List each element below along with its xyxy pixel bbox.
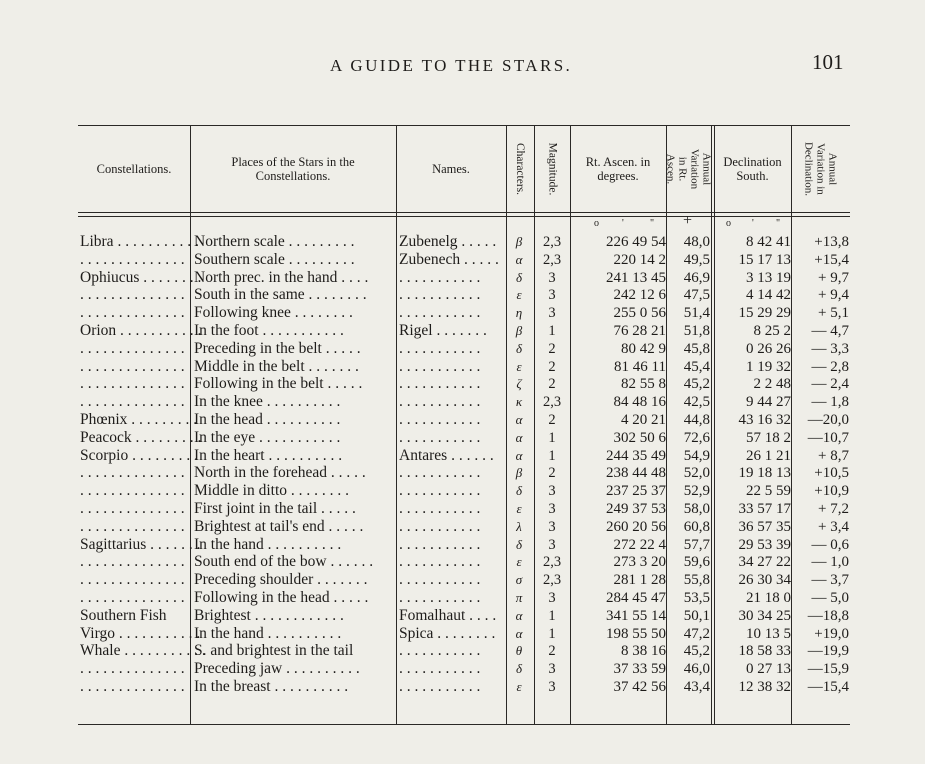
ra-variation-cell: 47,2 [683, 625, 710, 642]
constellation-cell: . . . . . . . . . . . . . . [80, 286, 185, 304]
declination-cell: 0 27 13 [746, 661, 791, 678]
magnitude-cell: 3 [548, 269, 556, 286]
right-ascension-cell: 281 1 28 [613, 572, 666, 589]
table-row [78, 411, 850, 429]
place-cell: North prec. in the hand . . . . [194, 268, 369, 286]
dec-variation-cell: — 3,7 [811, 572, 849, 589]
dec-variation-cell: — 3,3 [811, 340, 849, 357]
place-cell: In the foot . . . . . . . . . . . [194, 322, 344, 339]
character-cell: α [515, 251, 523, 267]
right-ascension-cell: 272 22 4 [613, 536, 666, 553]
place-cell: Brightest at tail's end . . . . . [194, 517, 364, 535]
star-name-cell: . . . . . . . . . . . [399, 357, 481, 375]
table-row [78, 464, 850, 482]
ra-variation-cell: 52,0 [683, 465, 710, 482]
header-characters: Characters. [514, 142, 527, 196]
star-name-cell: . . . . . . . . . . . [399, 660, 481, 678]
dec-variation-cell: — 5,0 [811, 590, 849, 606]
place-cell: In the eye . . . . . . . . . . . [194, 428, 341, 446]
right-ascension-cell: 241 13 45 [606, 269, 666, 286]
character-cell: δ [515, 483, 523, 499]
page-header [0, 48, 925, 78]
constellation-cell: Phœnix . . . . . . . . . [80, 411, 198, 428]
character-cell: σ [515, 572, 523, 588]
right-ascension-cell: 37 33 59 [613, 661, 666, 678]
star-name-cell: . . . . . . . . . . . [399, 428, 481, 446]
star-name-cell: Fomalhaut . . . . [399, 606, 497, 624]
character-cell: δ [515, 340, 523, 356]
constellation-cell: Orion . . . . . . . . . . . [80, 322, 202, 339]
table-row [78, 233, 850, 251]
right-ascension-cell: 238 44 48 [606, 465, 666, 482]
place-cell: In the hand . . . . . . . . . . [194, 624, 342, 642]
ra-variation-cell: 44,8 [683, 412, 710, 428]
ra-variation-cell: 46,9 [683, 269, 710, 286]
page-number: 101 [812, 50, 844, 74]
constellation-cell: Scorpio . . . . . . . . . [80, 446, 198, 464]
dec-variation-cell: —18,8 [807, 607, 849, 624]
dec-variation-cell: +10,5 [814, 465, 849, 482]
declination-cell: 15 17 13 [738, 251, 791, 268]
declination-cell: 2 2 48 [753, 376, 791, 393]
right-ascension-cell: 37 42 56 [613, 679, 666, 695]
ra-variation-cell: 42,5 [683, 394, 710, 411]
star-name-cell: . . . . . . . . . . . [399, 339, 481, 357]
ra-variation-cell: 52,9 [683, 483, 710, 500]
character-cell: ε [516, 501, 522, 516]
star-name-cell: . . . . . . . . . . . [399, 393, 481, 411]
right-ascension-cell: 4 20 21 [621, 412, 666, 428]
dec-variation-cell: — 0,6 [811, 536, 849, 553]
right-ascension-cell: 273 3 20 [613, 554, 666, 571]
declination-cell: 19 18 13 [738, 465, 791, 482]
place-cell: South end of the bow . . . . . . [194, 553, 374, 571]
character-cell: η [515, 305, 523, 321]
declination-cell: 26 1 21 [746, 447, 791, 464]
declination-cell: 3 13 19 [746, 269, 791, 286]
character-cell: β [515, 465, 523, 481]
star-name-cell: . . . . . . . . . . . [399, 642, 481, 660]
star-name-cell: Spica . . . . . . . . [399, 624, 496, 642]
magnitude-cell: 3 [548, 590, 556, 606]
place-cell: South in the same . . . . . . . . [194, 286, 367, 304]
constellation-cell: . . . . . . . . . . . . . . [80, 304, 185, 322]
place-cell: Following knee . . . . . . . . [194, 304, 353, 322]
declination-cell: 21 18 0 [746, 590, 791, 606]
right-ascension-cell: 302 50 6 [613, 429, 666, 446]
character-cell: π [515, 590, 523, 605]
declination-cell: 30 34 25 [738, 607, 791, 624]
magnitude-cell: 3 [548, 483, 556, 500]
ra-variation-cell: 72,6 [683, 429, 710, 446]
table-row [78, 625, 850, 643]
magnitude-cell: 3 [548, 501, 556, 517]
constellation-cell: Ophiucus . . . . . . . . [80, 268, 202, 286]
declination-cell: 18 58 33 [738, 643, 791, 660]
character-cell: β [515, 234, 523, 249]
place-cell: Southern scale . . . . . . . . . [194, 250, 355, 268]
constellation-cell: Sagittarius . . . . . . . [80, 535, 201, 553]
dec-variation-cell: + 9,7 [818, 269, 849, 286]
declination-cell: 43 16 32 [738, 412, 791, 428]
dec-variation-cell: —20,0 [807, 412, 849, 428]
magnitude-cell: 1 [548, 447, 556, 464]
table-row [78, 286, 850, 304]
header-places: Places of the Stars in the Constellations. [231, 155, 355, 183]
ra-variation-cell: 47,5 [683, 287, 710, 304]
magnitude-cell: 2 [548, 412, 556, 428]
ra-variation-cell: 45,2 [683, 376, 710, 393]
magnitude-cell: 2 [548, 376, 556, 393]
constellation-cell: . . . . . . . . . . . . . . [80, 500, 185, 517]
ra-variation-cell: 60,8 [683, 518, 710, 535]
magnitude-cell: 3 [548, 287, 556, 304]
table-row [78, 518, 850, 536]
right-ascension-cell: 244 35 49 [606, 447, 666, 464]
ra-variation-cell: 54,9 [683, 447, 710, 464]
ra-variation-cell: 53,5 [683, 590, 710, 606]
right-ascension-cell: 260 20 56 [606, 518, 666, 535]
right-ascension-cell: 8 38 16 [621, 643, 666, 660]
unit-ra-degrees: o [594, 218, 599, 229]
dec-variation-cell: + 7,2 [818, 501, 849, 517]
place-cell: Preceding jaw . . . . . . . . . . [194, 660, 360, 678]
right-ascension-cell: 249 37 53 [606, 501, 666, 517]
declination-cell: 29 53 39 [738, 536, 791, 553]
ra-variation-cell: 45,8 [683, 340, 710, 357]
dec-variation-cell: —15,9 [807, 661, 849, 678]
constellation-cell: . . . . . . . . . . . . . . [80, 464, 185, 482]
constellation-cell: Whale . . . . . . . . . . . [80, 642, 206, 660]
table-row [78, 304, 850, 322]
dec-variation-cell: + 8,7 [818, 447, 849, 464]
constellation-cell: Virgo . . . . . . . . . . . [80, 624, 201, 642]
place-cell: Brightest . . . . . . . . . . . . [194, 606, 344, 624]
table-row [78, 536, 850, 554]
unit-ra-minutes: ' [622, 218, 624, 229]
constellation-cell: . . . . . . . . . . . . . . [80, 339, 185, 357]
dec-variation-cell: — 1,0 [811, 554, 849, 571]
table-row [78, 553, 850, 571]
place-cell: In the heart . . . . . . . . . . [194, 446, 343, 464]
magnitude-cell: 2,3 [542, 554, 562, 571]
declination-cell: 34 27 22 [738, 554, 791, 571]
constellation-cell: . . . . . . . . . . . . . . [80, 678, 185, 695]
right-ascension-cell: 82 55 8 [621, 376, 666, 393]
constellation-cell: Southern Fish [80, 606, 167, 624]
star-name-cell: Zubenelg . . . . . [399, 233, 497, 250]
right-ascension-cell: 84 48 16 [613, 394, 666, 411]
magnitude-cell: 3 [548, 518, 556, 535]
right-ascension-cell: 220 14 2 [613, 251, 666, 268]
star-name-cell: . . . . . . . . . . . [399, 500, 481, 517]
character-cell: θ [515, 643, 523, 659]
table-row [78, 393, 850, 411]
right-ascension-cell: 255 0 56 [613, 305, 666, 322]
constellation-cell: . . . . . . . . . . . . . . [80, 357, 185, 375]
magnitude-cell: 3 [548, 305, 556, 322]
ra-variation-cell: 51,8 [683, 323, 710, 339]
ra-variation-cell: 46,0 [683, 661, 710, 678]
dec-variation-cell: + 9,4 [818, 287, 849, 304]
star-name-cell: . . . . . . . . . . . [399, 304, 481, 322]
table-row [78, 589, 850, 607]
header-names: Names. [432, 162, 470, 176]
unit-dec-seconds: " [776, 218, 781, 229]
character-cell: α [515, 412, 523, 427]
star-name-cell: . . . . . . . . . . . [399, 553, 481, 571]
unit-ra-variation-sign: + [683, 212, 693, 229]
place-cell: In the hand . . . . . . . . . . [194, 535, 342, 553]
star-name-cell: Zubenech . . . . . [399, 250, 499, 268]
dec-variation-cell: —15,4 [807, 679, 849, 695]
table-row [78, 322, 850, 340]
place-cell: Preceding shoulder . . . . . . . [194, 571, 368, 589]
table-row [78, 500, 850, 518]
magnitude-cell: 2,3 [542, 394, 562, 411]
table-row [78, 571, 850, 589]
magnitude-cell: 2 [548, 340, 556, 357]
right-ascension-cell: 80 42 9 [621, 340, 666, 357]
magnitude-cell: 3 [548, 661, 556, 678]
dec-variation-cell: — 2,8 [811, 358, 849, 375]
table-row [78, 678, 850, 696]
ra-variation-cell: 59,6 [683, 554, 710, 571]
declination-cell: 10 13 5 [746, 625, 791, 642]
constellation-cell: Peacock . . . . . . . . . [80, 428, 202, 446]
declination-cell: 57 18 2 [746, 429, 791, 446]
constellation-cell: . . . . . . . . . . . . . . [80, 393, 185, 411]
star-name-cell: . . . . . . . . . . . [399, 286, 481, 304]
table-row [78, 642, 850, 660]
unit-dec-minutes: ' [752, 218, 754, 229]
magnitude-cell: 2,3 [542, 251, 562, 268]
character-cell: α [515, 447, 523, 463]
table-row [78, 269, 850, 287]
ra-variation-cell: 45,4 [683, 358, 710, 375]
right-ascension-cell: 76 28 21 [613, 323, 666, 339]
declination-cell: 8 42 41 [746, 234, 791, 250]
character-cell: ε [516, 287, 522, 303]
ra-variation-cell: 57,7 [683, 536, 710, 553]
dec-variation-cell: + 5,1 [818, 305, 849, 322]
place-cell: Preceding in the belt . . . . . [194, 339, 361, 357]
place-cell: S. and brightest in the tail [194, 642, 354, 660]
table-row [78, 251, 850, 269]
header-magnitude: Magnitude. [546, 142, 559, 196]
unit-dec-degrees: o [726, 218, 731, 229]
table-row [78, 340, 850, 358]
unit-ra-seconds: " [650, 218, 655, 229]
character-cell: κ [515, 394, 523, 410]
star-name-cell: . . . . . . . . . . . [399, 517, 481, 535]
declination-cell: 15 29 29 [738, 305, 791, 322]
ra-variation-cell: 48,0 [683, 234, 710, 250]
star-name-cell: Antares . . . . . . [399, 446, 494, 464]
header-declination: Declination South. [723, 155, 782, 183]
header-constellations: Constellations. [96, 162, 172, 176]
declination-cell: 0 26 26 [746, 340, 791, 357]
dec-variation-cell: +19,0 [814, 625, 849, 642]
character-cell: α [515, 607, 523, 623]
star-table [78, 125, 850, 725]
magnitude-cell: 3 [548, 536, 556, 553]
dec-variation-cell: — 2,4 [811, 376, 849, 393]
table-row [78, 375, 850, 393]
magnitude-cell: 1 [548, 429, 556, 446]
place-cell: Middle in the belt . . . . . . . [194, 357, 359, 375]
place-cell: Middle in ditto . . . . . . . . [194, 482, 349, 500]
star-name-cell: Rigel . . . . . . . [399, 322, 487, 339]
place-cell: Following in the belt . . . . . [194, 375, 363, 393]
character-cell: δ [515, 269, 523, 285]
ra-variation-cell: 55,8 [683, 572, 710, 589]
header-dec-variation: Annual Variation in Declination. [802, 141, 839, 197]
table-row [78, 482, 850, 500]
constellation-cell: . . . . . . . . . . . . . . [80, 553, 185, 571]
magnitude-cell: 1 [548, 607, 556, 624]
right-ascension-cell: 242 12 6 [613, 287, 666, 304]
magnitude-cell: 3 [548, 679, 556, 695]
star-name-cell: . . . . . . . . . . . [399, 589, 481, 606]
place-cell: First joint in the tail . . . . . [194, 500, 356, 517]
character-cell: α [515, 625, 523, 641]
declination-cell: 1 19 32 [746, 358, 791, 375]
ra-variation-cell: 43,4 [683, 679, 710, 695]
magnitude-cell: 2,3 [542, 234, 562, 250]
star-name-cell: . . . . . . . . . . . [399, 678, 481, 695]
header-ra-variation: Annual Variation in Rt. Ascen. [664, 148, 713, 190]
star-name-cell: . . . . . . . . . . . [399, 571, 481, 589]
character-cell: β [515, 323, 523, 338]
declination-cell: 4 14 42 [746, 287, 791, 304]
constellation-cell: . . . . . . . . . . . . . . [80, 375, 185, 393]
dec-variation-cell: +13,8 [814, 234, 849, 250]
constellation-cell: . . . . . . . . . . . . . . [80, 589, 185, 606]
constellation-cell: . . . . . . . . . . . . . . [80, 250, 185, 268]
right-ascension-cell: 226 49 54 [606, 234, 666, 250]
header-right-ascension: Rt. Ascen. in degrees. [585, 155, 651, 183]
table-row [78, 607, 850, 625]
ra-variation-cell: 50,1 [683, 607, 710, 624]
star-name-cell: . . . . . . . . . . . [399, 482, 481, 500]
place-cell: Northern scale . . . . . . . . . [194, 233, 355, 250]
character-cell: ζ [516, 376, 522, 392]
place-cell: In the knee . . . . . . . . . . [194, 393, 341, 411]
dec-variation-cell: —19,9 [807, 643, 849, 660]
right-ascension-cell: 81 46 11 [614, 358, 666, 375]
dec-variation-cell: +10,9 [814, 483, 849, 500]
constellation-cell: . . . . . . . . . . . . . . [80, 571, 185, 589]
star-name-cell: . . . . . . . . . . . [399, 411, 481, 428]
declination-cell: 9 44 27 [746, 394, 791, 411]
star-name-cell: . . . . . . . . . . . [399, 375, 481, 393]
character-cell: α [515, 429, 523, 445]
constellation-cell: . . . . . . . . . . . . . . [80, 517, 185, 535]
dec-variation-cell: +15,4 [814, 251, 849, 268]
table-row [78, 660, 850, 678]
dec-variation-cell: + 3,4 [818, 518, 849, 535]
magnitude-cell: 2 [548, 643, 556, 660]
ra-variation-cell: 51,4 [683, 305, 710, 322]
dec-variation-cell: — 4,7 [811, 323, 849, 339]
header-rule [78, 216, 850, 217]
right-ascension-cell: 284 45 47 [606, 590, 666, 606]
ra-variation-cell: 45,2 [683, 643, 710, 660]
right-ascension-cell: 237 25 37 [606, 483, 666, 500]
star-name-cell: . . . . . . . . . . . [399, 535, 481, 553]
place-cell: North in the forehead . . . . . [194, 464, 366, 482]
running-title: A GUIDE TO THE STARS. [330, 56, 573, 75]
magnitude-cell: 1 [548, 625, 556, 642]
ra-variation-cell: 58,0 [683, 501, 710, 517]
constellation-cell: Libra . . . . . . . . . . . [80, 233, 199, 250]
star-name-cell: . . . . . . . . . . . [399, 268, 481, 286]
declination-cell: 36 57 35 [738, 518, 791, 535]
right-ascension-cell: 198 55 50 [606, 625, 666, 642]
header-rule [78, 212, 850, 213]
character-cell: ε [516, 358, 522, 374]
magnitude-cell: 2 [548, 358, 556, 375]
constellation-cell: . . . . . . . . . . . . . . [80, 660, 185, 678]
character-cell: ε [516, 679, 522, 694]
character-cell: λ [516, 518, 522, 534]
declination-cell: 8 25 2 [753, 323, 791, 339]
table-row [78, 358, 850, 376]
character-cell: ε [516, 554, 522, 570]
character-cell: δ [515, 536, 523, 552]
ra-variation-cell: 49,5 [683, 251, 710, 268]
magnitude-cell: 2,3 [542, 572, 562, 589]
character-cell: δ [515, 661, 523, 677]
star-name-cell: . . . . . . . . . . . [399, 464, 481, 482]
constellation-cell: . . . . . . . . . . . . . . [80, 482, 185, 500]
dec-variation-cell: — 1,8 [811, 394, 849, 411]
magnitude-cell: 1 [548, 323, 556, 339]
place-cell: Following in the head . . . . . [194, 589, 369, 606]
place-cell: In the breast . . . . . . . . . . [194, 678, 349, 695]
magnitude-cell: 2 [548, 465, 556, 482]
declination-cell: 22 5 59 [746, 483, 791, 500]
place-cell: In the head . . . . . . . . . . [194, 411, 341, 428]
declination-cell: 26 30 34 [738, 572, 791, 589]
declination-cell: 33 57 17 [738, 501, 791, 517]
dec-variation-cell: —10,7 [807, 429, 849, 446]
declination-cell: 12 38 32 [738, 679, 791, 695]
right-ascension-cell: 341 55 14 [606, 607, 666, 624]
table-row [78, 429, 850, 447]
table-row [78, 447, 850, 465]
